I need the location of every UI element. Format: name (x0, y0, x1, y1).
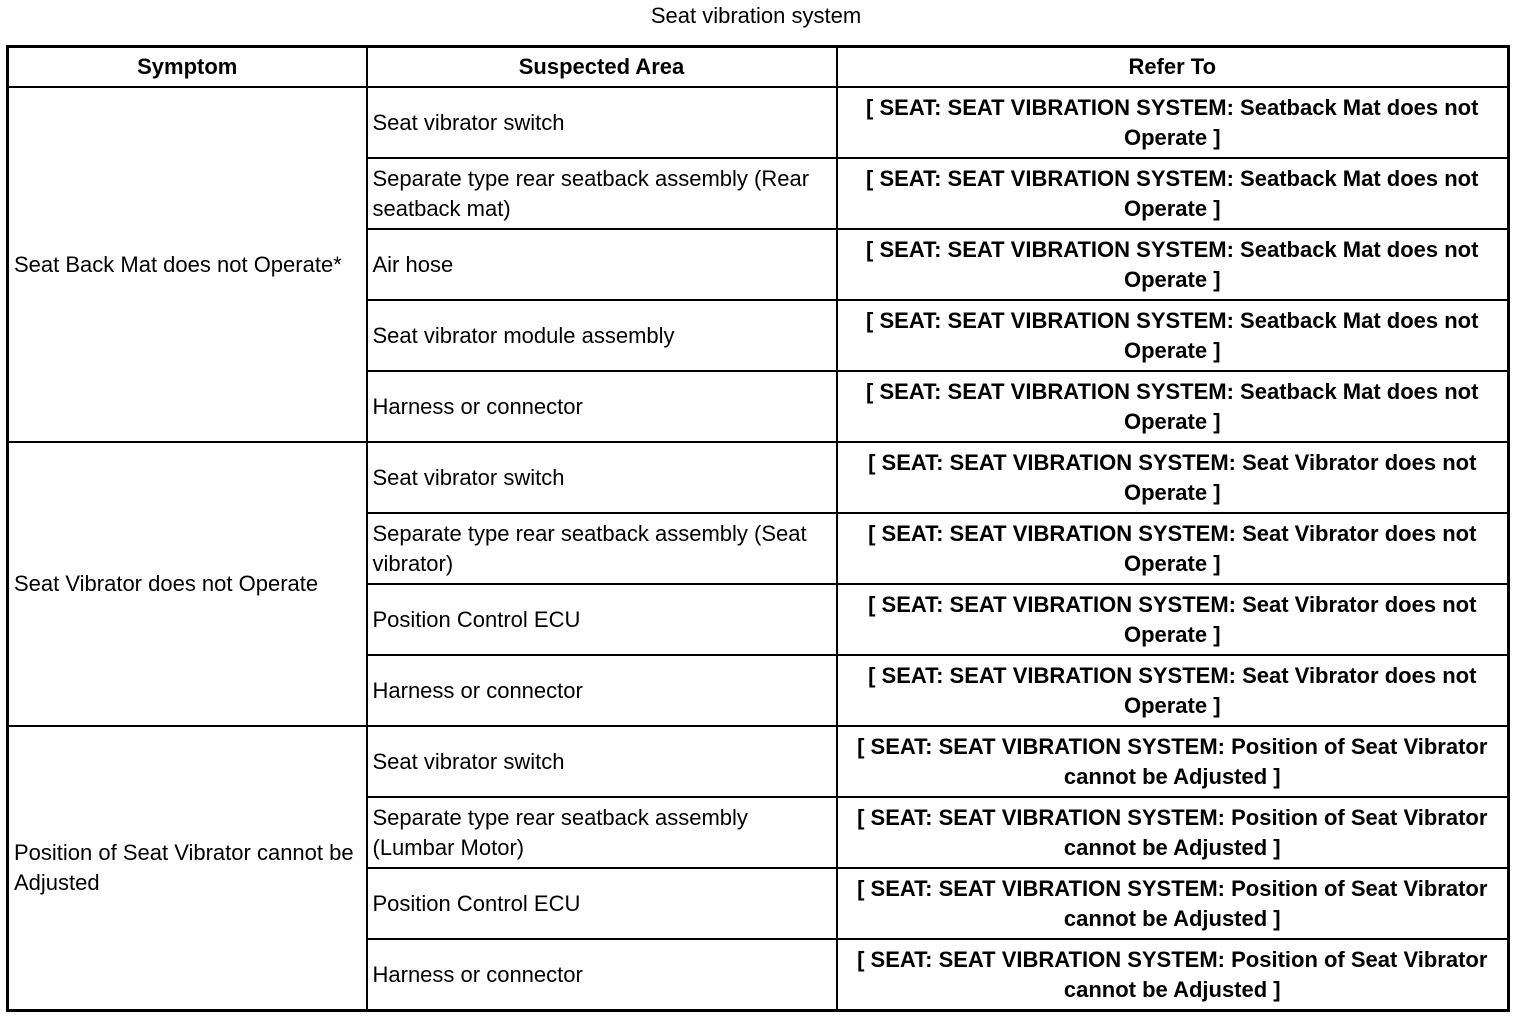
table-body (8, 87, 1509, 1011)
header-symptom: Symptom (8, 47, 367, 88)
refer-to-link[interactable]: [ SEAT: SEAT VIBRATION SYSTEM: Seat Vibrator does not Operate ] (837, 655, 1509, 726)
table-row (8, 442, 1509, 513)
table-header (8, 47, 1509, 88)
suspected-area-cell: Harness or connector (367, 371, 837, 442)
header-suspected-area: Suspected Area (367, 47, 837, 88)
symptom-cell: Seat Back Mat does not Operate* (8, 87, 367, 442)
refer-to-link[interactable]: [ SEAT: SEAT VIBRATION SYSTEM: Seat Vibrator does not Operate ] (837, 513, 1509, 584)
suspected-area-cell: Seat vibrator module assembly (367, 300, 837, 371)
troubleshooting-table (6, 45, 1510, 1012)
header-row (8, 47, 1509, 88)
suspected-area-cell: Separate type rear seatback assembly (Rear seatback mat) (367, 158, 837, 229)
suspected-area-cell: Seat vibrator switch (367, 726, 837, 797)
suspected-area-cell: Separate type rear seatback assembly (Seat vibrator) (367, 513, 837, 584)
refer-to-link[interactable]: [ SEAT: SEAT VIBRATION SYSTEM: Seatback Mat does not Operate ] (837, 229, 1509, 300)
suspected-area-cell: Air hose (367, 229, 837, 300)
symptom-cell: Seat Vibrator does not Operate (8, 442, 367, 726)
table-row (8, 726, 1509, 797)
suspected-area-cell: Seat vibrator switch (367, 442, 837, 513)
suspected-area-cell: Position Control ECU (367, 868, 837, 939)
refer-to-link[interactable]: [ SEAT: SEAT VIBRATION SYSTEM: Seatback Mat does not Operate ] (837, 158, 1509, 229)
refer-to-link[interactable]: [ SEAT: SEAT VIBRATION SYSTEM: Position of Seat Vibrator cannot be Adjusted ] (837, 797, 1509, 868)
refer-to-link[interactable]: [ SEAT: SEAT VIBRATION SYSTEM: Seat Vibrator does not Operate ] (837, 584, 1509, 655)
symptom-cell: Position of Seat Vibrator cannot be Adjusted (8, 726, 367, 1011)
refer-to-link[interactable]: [ SEAT: SEAT VIBRATION SYSTEM: Position of Seat Vibrator cannot be Adjusted ] (837, 726, 1509, 797)
refer-to-link[interactable]: [ SEAT: SEAT VIBRATION SYSTEM: Seatback Mat does not Operate ] (837, 300, 1509, 371)
suspected-area-cell: Harness or connector (367, 655, 837, 726)
suspected-area-cell: Separate type rear seatback assembly (Lumbar Motor) (367, 797, 837, 868)
suspected-area-cell: Position Control ECU (367, 584, 837, 655)
table-row (8, 87, 1509, 158)
refer-to-link[interactable]: [ SEAT: SEAT VIBRATION SYSTEM: Seat Vibrator does not Operate ] (837, 442, 1509, 513)
suspected-area-cell: Seat vibrator switch (367, 87, 837, 158)
table-caption: Seat vibration system (650, 3, 862, 28)
suspected-area-cell: Harness or connector (367, 939, 837, 1011)
refer-to-link[interactable]: [ SEAT: SEAT VIBRATION SYSTEM: Seatback Mat does not Operate ] (837, 371, 1509, 442)
refer-to-link[interactable]: [ SEAT: SEAT VIBRATION SYSTEM: Position of Seat Vibrator cannot be Adjusted ] (837, 868, 1509, 939)
refer-to-link[interactable]: [ SEAT: SEAT VIBRATION SYSTEM: Seatback Mat does not Operate ] (837, 87, 1509, 158)
header-refer-to: Refer To (837, 47, 1509, 88)
refer-to-link[interactable]: [ SEAT: SEAT VIBRATION SYSTEM: Position of Seat Vibrator cannot be Adjusted ] (837, 939, 1509, 1011)
